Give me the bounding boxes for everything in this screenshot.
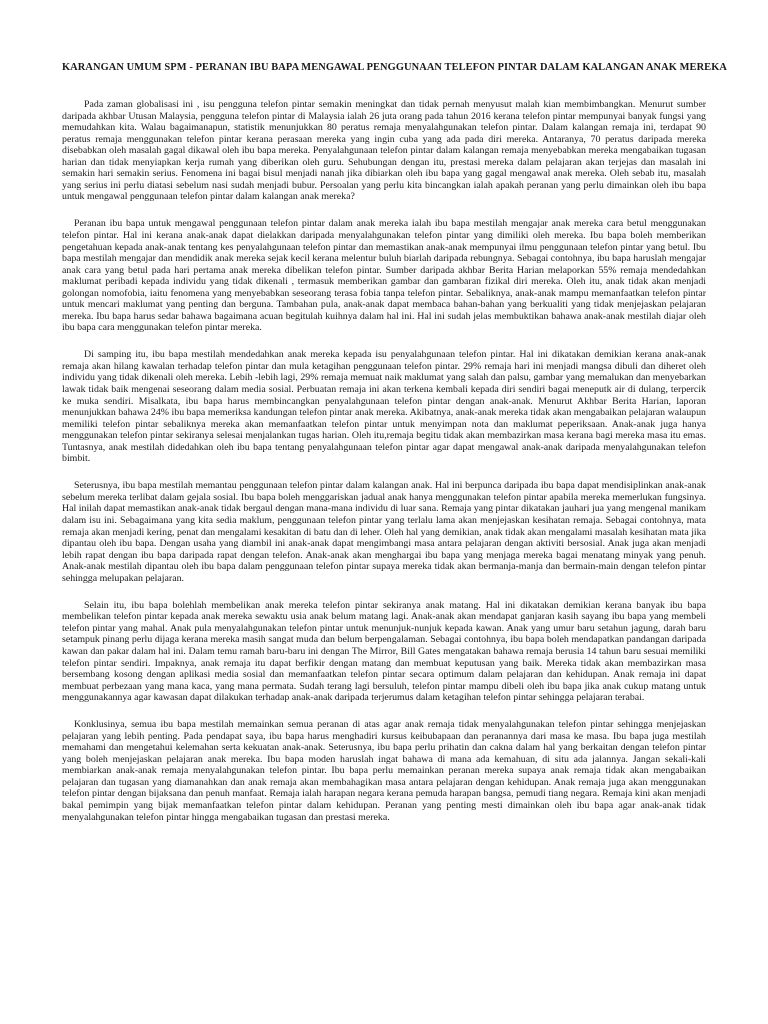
paragraph-introduction: Pada zaman globalisasi ini , isu pengguna telefon pintar semakin meningkat dan tidak pernah menyusut malah kian membimbangkan. Menurut sumber daripada akhbar Utusan Malaysia, pengguna telefon pintar di Malaysia ialah 26 juta orang pada tahun 2016 kerana telefon pintar mempunyai banyak fungsi yang memudahkan kita. Walau bagaimanapun, statistik menunjukkan 80 peratus remaja menyalahgunakan telefon pintar. Dalam kalangan remaja ini, terdapat 90 peratus remaja menggunakan telefon pintar kerana perasaan mereka yang ingin cuba yang ada pada diri mereka. Antaranya, 70 peratus daripada mereka disebabkan oleh masalah gagal dikawal oleh ibu bapa mereka. Penyalahgunaan telefon pintar dalam kalangan remaja menyebabkan mereka mengabaikan tugasan harian dan tidak menyiapkan kerja rumah yang diberikan oleh guru. Sehubungan dengan itu, prestasi mereka dalam pelajaran akan terjejas dan masalah ini semakin hari semakin serius. Fenomena ini bagai bisul menjadi nanah jika dibiarkan oleh ibu bapa yang gagal mengawal anak mereka. Oleh sebab itu, masalah yang serius ini perlu diatasi sebelum nasi sudah menjadi bubur. Persoalan yang perlu kita bincangkan ialah apakah peranan yang perlu dimainkan oleh ibu bapa untuk mengawal penggunaan telefon pintar dalam kalangan anak mereka?: [62, 99, 706, 203]
document-title: KARANGAN UMUM SPM - PERANAN IBU BAPA MENGAWAL PENGGUNAAN TELEFON PINTAR DALAM KALANGAN ANAK MEREKA: [62, 62, 727, 73]
paragraph-point-1: Peranan ibu bapa untuk mengawal penggunaan telefon pintar dalam anak mereka ialah ibu bapa mestilah mengajar anak mereka cara betul menggunakan telefon pintar. Hal ini kerana anak-anak dapat dielakkan daripada menyalahgunakan telefon pintar yang dimiliki oleh mereka. Ibu bapa boleh memberikan pengetahuan kepada anak-anak tentang kes penyalahgunaan telefon pintar dan memastikan anak-anak mempunyai ilmu penggunaan telefon pintar yang betul. Ibu bapa mestilah mengajar dan mendidik anak mereka sejak kecil kerana melentur buluh biarlah daripada rebungnya. Sebagai contohnya, ibu bapa haruslah mengajar anak cara yang betul pada hari pertama anak mereka dibelikan telefon pintar. Sumber daripada akhbar Berita Harian melaporkan 55% remaja mendedahkan maklumat peribadi kepada individu yang tidak dikenali , termasuk memberikan gambar dan gambaran fizikal diri mereka. Oleh itu, anak tidak akan menjadi golongan nomofobia, iaitu fenomena yang menyebabkan seseorang terasa fobia tanpa telefon pintar. Sebaliknya, anak-anak mampu memanfaatkan telefon pintar untuk mencari maklumat yang penting dan berguna. Tambahan pula, anak-anak dapat membaca bahan-bahan yang berkualiti yang tidak menjejaskan pelajaran mereka. Ibu bapa harus sedar bahawa bagaimana acuan begitulah kuihnya dalam hal ini. Hal ini sudah jelas membuktikan bahawa anak-anak mestilah diajar oleh ibu bapa cara menggunakan telefon pintar mereka.: [62, 218, 706, 334]
paragraph-point-3: Seterusnya, ibu bapa mestilah memantau penggunaan telefon pintar dalam kalangan anak. Hal ini berpunca daripada ibu bapa dapat mendisiplinkan anak-anak sebelum mereka terlibat dalam gejala sosial. Ibu bapa boleh menggariskan jadual anak hanya menggunakan telefon pintar apabila mereka memerlukan fungsinya. Hal inilah dapat memastikan anak-anak tidak bergaul dengan mana-mana individu di luar sana. Remaja yang pintar dikatakan jauhari jua yang mengenal manikam dalam isu ini. Sebagaimana yang kita sedia maklum, penggunaan telefon pintar yang terlalu lama akan menjejaskan kesihatan remaja. Sebagai contohnya, mata remaja akan menjadi kering, penat dan mengalami kesakitan di batu dan di leher. Oleh hal yang demikian, anak tidak akan mengalami masalah kesihatan mata jika dipantau oleh ibu bapa. Dengan usaha yang diambil ini anak-anak dapat mengimbangi masa antara pelajaran dengan aktiviti bersosial. Anak juga akan menjadi lebih rapat dengan ibu bapa daripada rapat dengan telefon. Anak-anak akan menghargai ibu bapa yang menjaga mereka bagai menatang minyak yang penuh. Anak-anak mestilah dipantau oleh ibu bapa dalam penggunaan telefon pintar supaya mereka tidak akan bermanja-manja dan bermain-main dengan telefon pintar sehingga melupakan pelajaran.: [62, 480, 706, 584]
paragraph-conclusion: Konklusinya, semua ibu bapa mestilah memainkan semua peranan di atas agar anak remaja tidak menyalahgunakan telefon pintar sehingga menjejaskan pelajaran yang lebih penting. Pada pendapat saya, ibu bapa harus menghadiri kursus keibubapaan dan peranannya dari masa ke masa. Ibu bapa juga mestilah memahami dan mengetahui kelemahan serta kekuatan anak-anak. Seterusnya, ibu bapa perlu prihatin dan cakna dalam hal yang berkaitan dengan telefon pintar yang boleh menjejaskan pelajaran anak mereka. Ibu bapa moden haruslah ingat bahawa di mana ada kemahuan, di situ ada jalannya. Jangan sekali-kali membiarkan anak-anak remaja menyalahgunakan telefon pintar. Ibu bapa perlu memainkan peranan mereka supaya anak remaja tidak akan mengabaikan pelajaran dan tugasan yang diamanahkan dan anak remaja akan membahagikan masa antara pelajaran dengan kehidupan. Anak remaja juga akan menggunakan telefon pintar dengan bijaksana dan penuh manfaat. Remaja ialah harapan negara kerana pemuda harapan bangsa, pemudi tiang negara. Remaja kini akan menjadi bakal pemimpin yang bijak memanfaatkan telefon pintar dalam kehidupan. Peranan yang penting mesti dimainkan oleh ibu bapa agar anak-anak tidak menyalahgunakan telefon pintar hingga mengabaikan tugasan dan prestasi mereka.: [62, 719, 706, 823]
paragraph-point-2: Di samping itu, ibu bapa mestilah mendedahkan anak mereka kepada isu penyalahgunaan telefon pintar. Hal ini dikatakan demikian kerana anak-anak remaja akan hilang kawalan terhadap telefon pintar dan mula ketagihan penggunaan telefon pintar. 29% remaja hari ini menjadi mangsa dibuli dan diheret oleh individu yang tidak dikenali oleh mereka. Lebih -lebih lagi, 29% remaja memuat naik maklumat yang salah dan palsu, gambar yang memalukan dan menyebarkan lawak tidak baik mengenai seseorang dalam media sosial. Perbuatan remaja ini akan terkena kembali kepada diri sendiri bagai meneputk air di dulang, terpercik ke muka sendiri. Misalkata, ibu bapa harus membincangkan penyalahgunaan telefon pintar dengan anak-anak. Menurut Akhbar Berita Harian, laporan menunjukkan bahawa 24% ibu bapa memeriksa kandungan telefon pintar anak mereka. Akibatnya, anak-anak mereka tidak akan mengabaikan pelajaran walaupun memiliki telefon pintar sebaliknya mereka akan memanfaatkan telefon pintar untuk menyimpan nota dan maklumat peperiksaan. Anak-anak juga hanya menggunakan telefon pintar sekiranya selesai menjalankan tugas harian. Oleh itu,remaja begitu tidak akan membazirkan masa kerana bagi mereka masa itu emas. Tuntasnya, anak mestilah didedahkan oleh ibu bapa tentang penyalahgunaan telefon pintar agar dapat mengawal anak-anak daripada menyalahgunakan telefon bimbit.: [62, 349, 706, 465]
paragraph-point-4: Selain itu, ibu bapa bolehlah membelikan anak mereka telefon pintar sekiranya anak matang. Hal ini dikatakan demikian kerana banyak ibu bapa membelikan telefon pintar kepada anak mereka sewaktu usia anak belum matang lagi. Anak-anak akan mendapat ganjaran kasih sayang ibu bapa yang membeli telefon pintar yang mahal. Anak pula menyalahgunakan telefon pintar untuk menunjuk-nunjuk kepada kawan. Anak yang umur baru setahun jagung, darah baru setampuk pinang perlu dijaga kerana mereka masih sangat muda dan belum berpengalaman. Sebagai contohnya, ibu bapa boleh mendapatkan pandangan daripada kawan dan pakar dalam hal ini. Dalam temu ramah baru-baru ini dengan The Mirror, Bill Gates mengatakan bahawa remaja berusia 14 tahun baru sesuai memiliki telefon pintar sendiri. Impaknya, anak remaja itu dapat berfikir dengan matang dan membuat keputusan yang baik. Mereka tidak akan membazirkan masa bersembang kosong dengan aplikasi media sosial dan memanfaatkan telefon pintar secara optimum dalam pelajaran dan kehidupan. Anak remaja ini dapat membuat perbezaan yang mana kaca, yang mana permata. Sudah terang lagi bersuluh, telefon pintar mampu dibeli oleh ibu bapa jika anak cukup matang untuk menggunakannya agar kawasan dapat dilakukan terhadap anak-anak daripada terjerumus dalam ketagihan telefon pintar sehingga pelajaran terabai.: [62, 599, 706, 704]
